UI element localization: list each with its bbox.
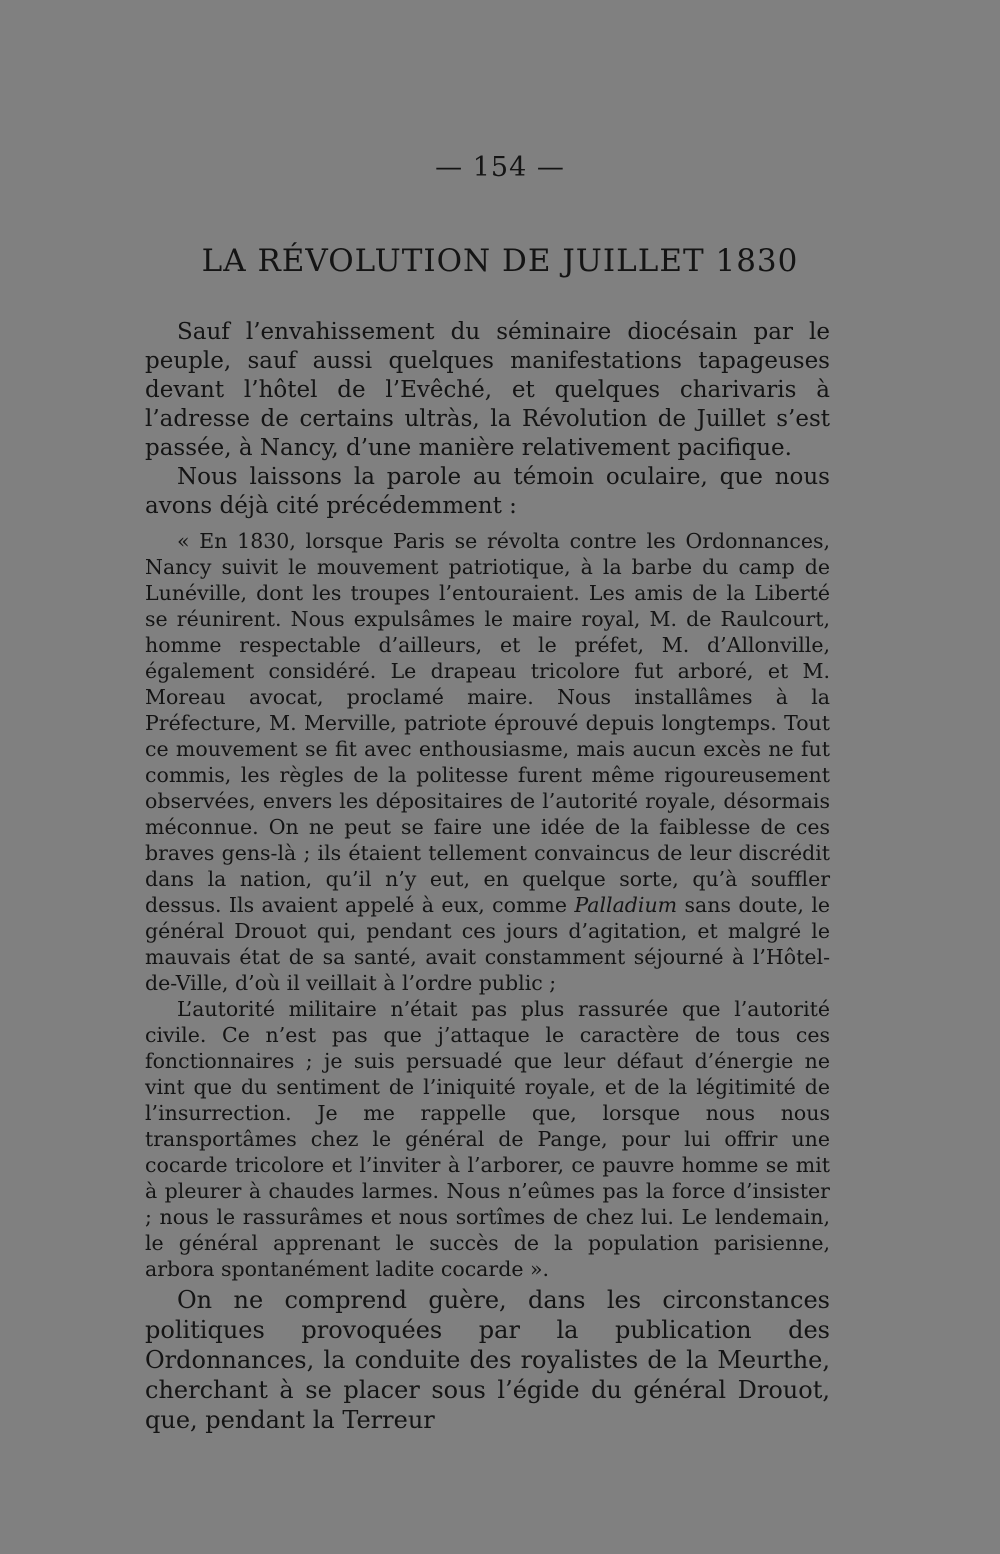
intro-paragraph-1: Sauf l’envahissement du séminaire diocésain par le peuple, sauf aussi quelques manifestations tapageuses devant l’hôtel de l’Evêché, et quelques charivaris à l’adresse de certains ultràs, la Révolution de Juillet s’est passée, à Nancy, d’une manière relativement pacifique. [145, 319, 830, 461]
chapter-title: LA RÉVOLUTION DE JUILLET 1830 [201, 243, 799, 279]
closing-section [145, 1285, 830, 1435]
intro-paragraph-2: Nous laissons la parole au témoin oculaire, que nous avons déjà cité précédemment : [145, 464, 830, 519]
quote-paragraph-2: L’autorité militaire n’était pas plus rassurée que l’autorité civile. Ce n’est pas que j’attaque le caractère de tous ces fonctionnaires ; je suis persuadé que leur défaut d’énergie ne vint que du sentiment de l’iniquité royale, et de la légitimité de l’insurrection. Je me rappelle que, lorsque nous nous transportâmes chez le général de Pange, pour lui offrir une cocarde tricolore et l’inviter à l’arborer, ce pauvre homme se mit à pleurer à chaudes larmes. Nous n’eûmes pas la force d’insister ; nous le rassurâmes et nous sortîmes de chez lui. Le lendemain, le général apprenant le succès de la population parisienne, arbora spontanément ladite cocarde ». [145, 997, 830, 1281]
quotation-block [145, 528, 830, 1282]
quote-paragraph-1 [145, 528, 830, 996]
quote-paragraph-1-end: sans doute, le général Drouot qui, pendant ces jours d’agitation, et malgré le mauvais état de sa santé, avait constamment séjourné à l’Hôtel-de-Ville, d’où il veillait à l’ordre public ; [145, 893, 831, 995]
palladium-italic: Palladium [574, 893, 678, 917]
intro-section [145, 318, 830, 521]
page-number: — 154 — [435, 152, 565, 183]
quote-paragraph-1-start: « En 1830, lorsque Paris se révolta contre les Ordonnances, Nancy suivit le mouvement patriotique, à la barbe du camp de Lunéville, dont les troupes l’entouraient. Les amis de la Liberté se réunirent. Nous expulsâmes le maire royal, M. de Raulcourt, homme respectable d’ailleurs, et le préfet, M. d’Allonville, également considéré. Le drapeau tricolore fut arboré, et M. Moreau avocat, proclamé maire. Nous installâmes à la Préfecture, M. Merville, patriote éprouvé depuis longtemps. Tout ce mouvement se fit avec enthousiasme, mais aucun excès ne fut commis, les règles de la politesse furent même rigoureusement observées, envers les dépositaires de l’autorité royale, désormais méconnue. On ne peut se faire une idée de la faiblesse de ces braves gens-là ; ils étaient tellement convaincus de leur discrédit dans la nation, qu’il n’y eut, en quelque sorte, qu’à souffler dessus. Ils avaient appelé à eux, comme [145, 529, 830, 917]
closing-paragraph: On ne comprend guère, dans les circonstances politiques provoquées par la publication des Ordonnances, la conduite des royalistes de la Meurthe, cherchant à se placer sous l’égide du général Drouot, que, pendant la Terreur [145, 1286, 830, 1434]
